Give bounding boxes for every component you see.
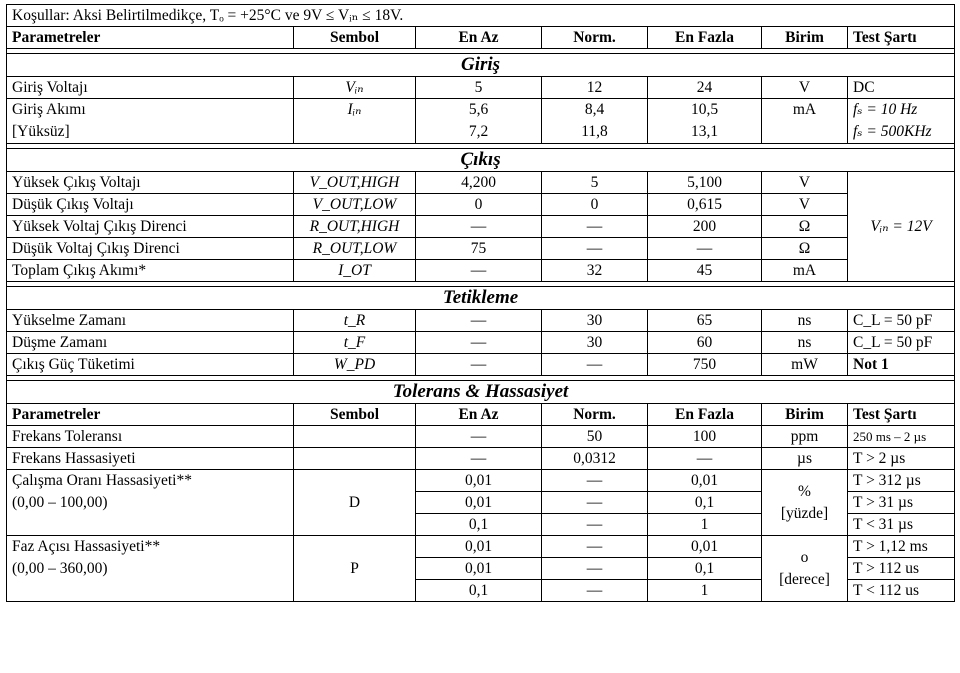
min-cell: 0,1 bbox=[416, 580, 542, 602]
min-cell: — bbox=[416, 354, 542, 376]
test-cell: Not 1 bbox=[848, 354, 955, 376]
min-cell: — bbox=[416, 426, 542, 448]
max-cell: — bbox=[648, 238, 762, 260]
unit-line: [yüzde] bbox=[780, 504, 829, 522]
min-cell: 75 bbox=[416, 238, 542, 260]
spec-table-container bbox=[6, 4, 954, 602]
min-cell bbox=[416, 99, 542, 144]
header-row bbox=[7, 27, 955, 49]
test-cell: T > 312 µs bbox=[848, 470, 955, 492]
norm-cell: 30 bbox=[542, 332, 648, 354]
min-cell: 5 bbox=[416, 77, 542, 99]
symbol-cell: W_PD bbox=[294, 354, 416, 376]
header-param: Parametreler bbox=[7, 27, 294, 49]
norm-cell: 5 bbox=[542, 172, 648, 194]
param-cell: Yükselme Zamanı bbox=[7, 310, 294, 332]
value-line: 8,4 bbox=[584, 101, 605, 118]
max-cell: 200 bbox=[648, 216, 762, 238]
param-line: Giriş Akımı bbox=[12, 101, 86, 118]
param-cell: Çıkış Güç Tüketimi bbox=[7, 354, 294, 376]
header-symbol: Sembol bbox=[294, 404, 416, 426]
test-cell: T > 31 µs bbox=[848, 492, 955, 514]
symbol-cell: R_OUT,HIGH bbox=[294, 216, 416, 238]
symbol-cell: t_R bbox=[294, 310, 416, 332]
table-row bbox=[7, 99, 955, 144]
max-cell: 0,01 bbox=[648, 470, 762, 492]
unit-cell: ns bbox=[762, 332, 848, 354]
table-row bbox=[7, 470, 955, 492]
symbol-cell: R_OUT,LOW bbox=[294, 238, 416, 260]
test-line: fₛ = 10 Hz bbox=[853, 101, 918, 118]
max-cell bbox=[648, 99, 762, 144]
min-cell: 0,01 bbox=[416, 558, 542, 580]
norm-cell: 12 bbox=[542, 77, 648, 99]
table-row bbox=[7, 260, 955, 282]
spec-table bbox=[6, 4, 955, 602]
symbol-cell: t_F bbox=[294, 332, 416, 354]
max-cell: 5,100 bbox=[648, 172, 762, 194]
param-cell bbox=[7, 536, 294, 602]
header-unit: Birim bbox=[762, 27, 848, 49]
header-norm: Norm. bbox=[542, 27, 648, 49]
unit-cell: mW bbox=[762, 354, 848, 376]
unit-line: [derece] bbox=[779, 570, 830, 588]
header-min: En Az bbox=[416, 404, 542, 426]
unit-cell: V bbox=[762, 194, 848, 216]
max-cell: 0,1 bbox=[648, 492, 762, 514]
test-cell: T < 112 us bbox=[848, 580, 955, 602]
min-cell: 4,200 bbox=[416, 172, 542, 194]
section-title-cikis: Çıkış bbox=[7, 149, 955, 172]
table-row bbox=[7, 310, 955, 332]
max-cell: 0,1 bbox=[648, 558, 762, 580]
max-cell: — bbox=[648, 448, 762, 470]
test-cell: T > 112 us bbox=[848, 558, 955, 580]
min-cell: — bbox=[416, 448, 542, 470]
symbol-cell: I_OT bbox=[294, 260, 416, 282]
section-title-giris: Giriş bbox=[7, 54, 955, 77]
table-row bbox=[7, 354, 955, 376]
max-cell: 100 bbox=[648, 426, 762, 448]
min-cell: 0,01 bbox=[416, 492, 542, 514]
norm-cell bbox=[542, 99, 648, 144]
table-row bbox=[7, 426, 955, 448]
table-row bbox=[7, 536, 955, 558]
norm-cell: 0 bbox=[542, 194, 648, 216]
param-cell: Yüksek Çıkış Voltajı bbox=[7, 172, 294, 194]
table-row bbox=[7, 238, 955, 260]
unit-cell: ns bbox=[762, 310, 848, 332]
test-line: fₛ = 500KHz bbox=[853, 123, 932, 140]
param-cell: Düşük Voltaj Çıkış Direnci bbox=[7, 238, 294, 260]
min-cell: — bbox=[416, 332, 542, 354]
param-cell: Frekans Toleransı bbox=[7, 426, 294, 448]
norm-cell: — bbox=[542, 216, 648, 238]
norm-cell: — bbox=[542, 580, 648, 602]
header-row bbox=[7, 404, 955, 426]
min-cell: — bbox=[416, 310, 542, 332]
param-line: Çalışma Oranı Hassasiyeti** bbox=[12, 472, 192, 489]
header-symbol: Sembol bbox=[294, 27, 416, 49]
max-cell: 65 bbox=[648, 310, 762, 332]
test-cell: T > 2 µs bbox=[848, 448, 955, 470]
min-cell: 0,01 bbox=[416, 470, 542, 492]
min-cell: 0,01 bbox=[416, 536, 542, 558]
min-cell: 0 bbox=[416, 194, 542, 216]
min-cell: — bbox=[416, 216, 542, 238]
table-row bbox=[7, 216, 955, 238]
test-cell: T < 31 µs bbox=[848, 514, 955, 536]
symbol-cell bbox=[294, 426, 416, 448]
norm-cell: — bbox=[542, 238, 648, 260]
param-cell: Toplam Çıkış Akımı* bbox=[7, 260, 294, 282]
param-line: (0,00 – 100,00) bbox=[12, 494, 108, 511]
unit-line: o bbox=[800, 548, 809, 566]
param-cell: Giriş Voltajı bbox=[7, 77, 294, 99]
unit-cell: ppm bbox=[762, 426, 848, 448]
conditions-text: Koşullar: Aksi Belirtilmedikçe, Tₒ = +25°C ve 9V ≤ Vᵢₙ ≤ 18V. bbox=[7, 5, 955, 27]
norm-cell: — bbox=[542, 470, 648, 492]
symbol-cell: Vᵢₙ bbox=[294, 77, 416, 99]
min-cell: — bbox=[416, 260, 542, 282]
max-cell: 750 bbox=[648, 354, 762, 376]
param-cell bbox=[7, 99, 294, 144]
header-unit: Birim bbox=[762, 404, 848, 426]
unit-cell: Ω bbox=[762, 216, 848, 238]
param-cell: Düşük Çıkış Voltajı bbox=[7, 194, 294, 216]
test-cell: DC bbox=[848, 77, 955, 99]
param-cell: Düşme Zamanı bbox=[7, 332, 294, 354]
header-max: En Fazla bbox=[648, 27, 762, 49]
value-line: 5,6 bbox=[468, 101, 489, 118]
value-line: 11,8 bbox=[581, 123, 608, 140]
max-cell: 0,01 bbox=[648, 536, 762, 558]
unit-cell: µs bbox=[762, 448, 848, 470]
section-title-tetikleme: Tetikleme bbox=[7, 287, 955, 310]
header-test: Test Şartı bbox=[848, 404, 955, 426]
table-row bbox=[7, 448, 955, 470]
header-test: Test Şartı bbox=[848, 27, 955, 49]
unit-cell: Ω bbox=[762, 238, 848, 260]
norm-cell: 32 bbox=[542, 260, 648, 282]
unit-cell: V bbox=[762, 172, 848, 194]
param-line: Faz Açısı Hassasiyeti** bbox=[12, 538, 161, 555]
param-line: (0,00 – 360,00) bbox=[12, 560, 108, 577]
max-cell: 24 bbox=[648, 77, 762, 99]
param-cell: Frekans Hassasiyeti bbox=[7, 448, 294, 470]
symbol-cell: V_OUT,HIGH bbox=[294, 172, 416, 194]
unit-cell: mA bbox=[762, 99, 848, 144]
max-cell: 1 bbox=[648, 580, 762, 602]
norm-cell: — bbox=[542, 354, 648, 376]
test-cell: C_L = 50 pF bbox=[848, 332, 955, 354]
symbol-cell: P bbox=[294, 536, 416, 602]
unit-cell: mA bbox=[762, 260, 848, 282]
symbol-cell bbox=[294, 448, 416, 470]
value-line: 13,1 bbox=[690, 123, 719, 140]
test-cell bbox=[848, 99, 955, 144]
value-line: 10,5 bbox=[690, 101, 719, 118]
header-norm: Norm. bbox=[542, 404, 648, 426]
conditions-row bbox=[7, 5, 955, 27]
norm-cell: — bbox=[542, 536, 648, 558]
min-cell: 0,1 bbox=[416, 514, 542, 536]
section-title-tolerans: Tolerans & Hassasiyet bbox=[7, 381, 955, 404]
unit-cell: V bbox=[762, 77, 848, 99]
test-cell: 250 ms – 2 µs bbox=[848, 426, 955, 448]
norm-cell: 30 bbox=[542, 310, 648, 332]
norm-cell: 0,0312 bbox=[542, 448, 648, 470]
max-cell: 60 bbox=[648, 332, 762, 354]
unit-cell bbox=[762, 536, 848, 602]
param-cell: Yüksek Voltaj Çıkış Direnci bbox=[7, 216, 294, 238]
norm-cell: — bbox=[542, 492, 648, 514]
symbol-cell: V_OUT,LOW bbox=[294, 194, 416, 216]
unit-cell bbox=[762, 470, 848, 536]
norm-cell: — bbox=[542, 558, 648, 580]
test-cell: C_L = 50 pF bbox=[848, 310, 955, 332]
test-cell-vin: Vᵢₙ = 12V bbox=[848, 172, 955, 282]
value-line: 7,2 bbox=[468, 123, 489, 140]
test-cell: T > 1,12 ms bbox=[848, 536, 955, 558]
norm-cell: 50 bbox=[542, 426, 648, 448]
max-cell: 0,615 bbox=[648, 194, 762, 216]
norm-cell: — bbox=[542, 514, 648, 536]
max-cell: 1 bbox=[648, 514, 762, 536]
unit-line: % bbox=[798, 482, 811, 500]
table-row bbox=[7, 332, 955, 354]
symbol-cell: D bbox=[294, 470, 416, 536]
param-cell bbox=[7, 470, 294, 536]
header-min: En Az bbox=[416, 27, 542, 49]
param-line: [Yüksüz] bbox=[12, 123, 70, 140]
table-row bbox=[7, 194, 955, 216]
symbol-cell: Iᵢₙ bbox=[294, 99, 416, 144]
header-max: En Fazla bbox=[648, 404, 762, 426]
header-param: Parametreler bbox=[7, 404, 294, 426]
max-cell: 45 bbox=[648, 260, 762, 282]
table-row bbox=[7, 172, 955, 194]
table-row bbox=[7, 77, 955, 99]
